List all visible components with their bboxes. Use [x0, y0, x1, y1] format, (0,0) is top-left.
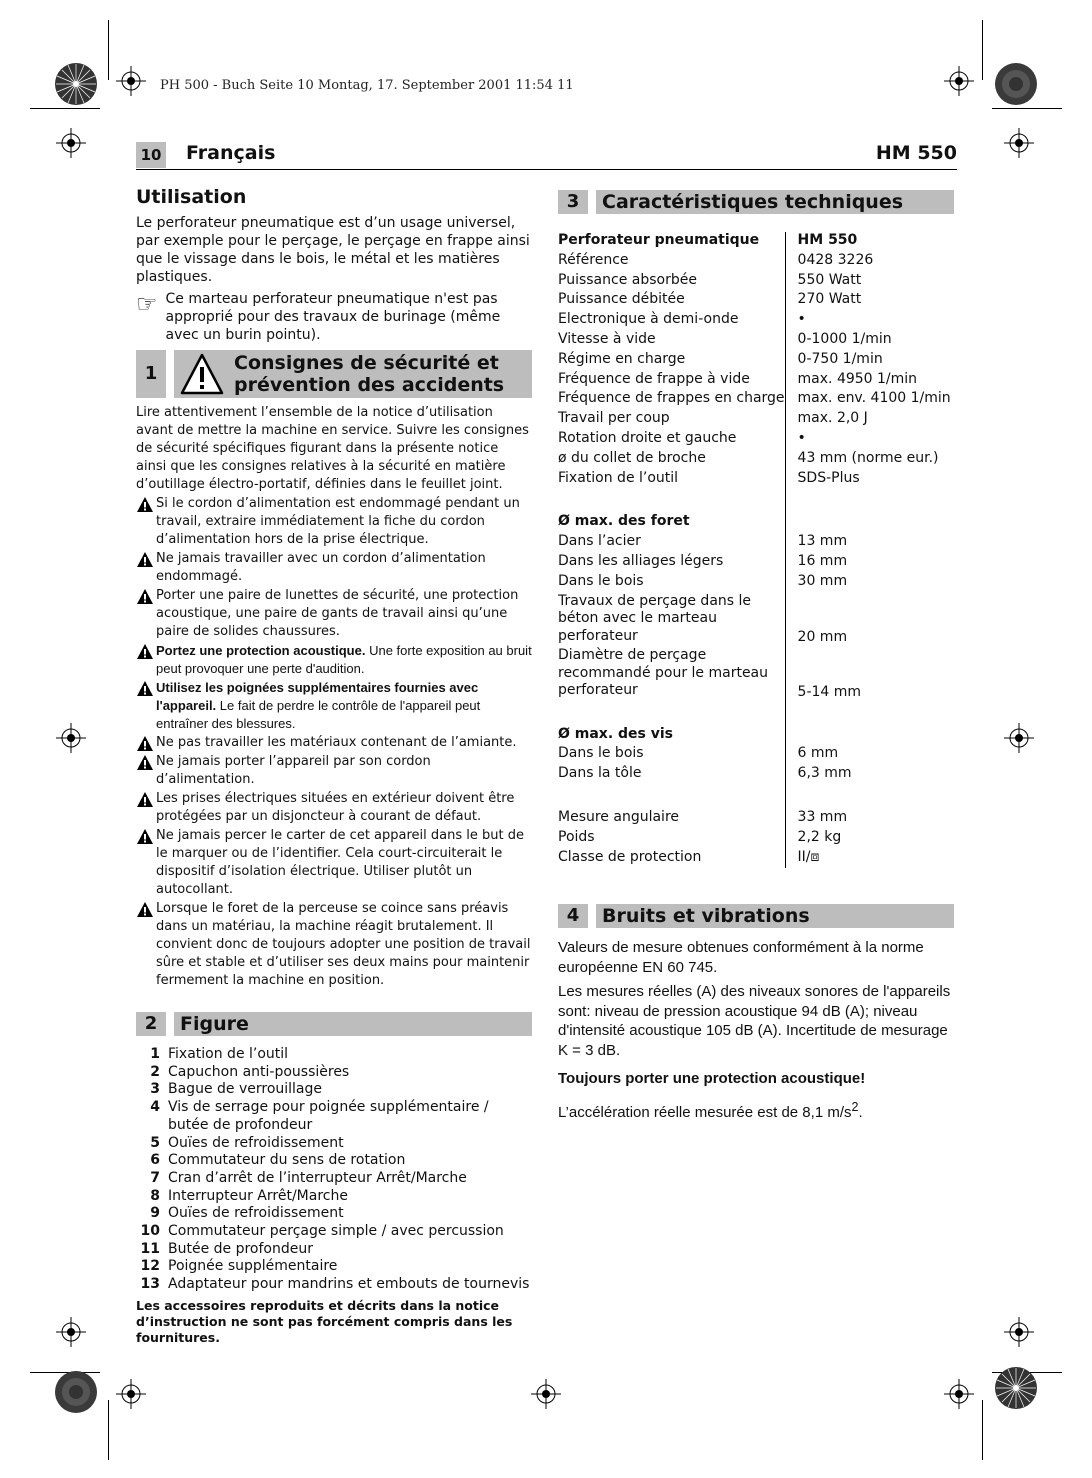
figure-item-label: Vis de serrage pour poignée supplémentaire / butée de profondeur [168, 1099, 489, 1133]
warning-icon [136, 735, 154, 753]
figure-item-label: Cran d’arrêt de l’interrupteur Arrêt/Marche [168, 1169, 467, 1186]
spec-value [785, 489, 954, 513]
spec-row [558, 573, 954, 593]
warning-body: Ne jamais percer le carter de cet appareil dans le but de le marquer ou de l’identifier. Cela court-circuiterait le dispositif d’isolation électrique. Utiliser plutôt un autocollant. [156, 828, 524, 897]
warning-icon [180, 352, 224, 396]
spec-value: 43 mm (norme eur.) [797, 449, 939, 466]
spec-value: max. env. 4100 1/min [797, 390, 951, 407]
spec-value: • [797, 429, 806, 446]
spec-value: HM 550 [797, 232, 858, 248]
spec-row [558, 291, 954, 311]
spec-value: 33 mm [797, 808, 848, 825]
utilisation-note-text: Ce marteau perforateur pneumatique n'est pas approprié pour des travaux de burinage (même avec un burin pointu). [165, 291, 501, 343]
warning-text [156, 900, 532, 990]
registration-mark-icon [56, 128, 86, 158]
warning-body: Le fait de perdre le contrôle de l'appareil peut entraîner des blessures. [156, 698, 481, 731]
figure-item-number: 8 [150, 1187, 160, 1204]
spec-key: Travaux de perçage dans le béton avec le marteau perforateur [558, 593, 785, 648]
registration-mark-icon [1004, 723, 1034, 753]
registration-mark-icon [944, 1379, 974, 1409]
spec-value [785, 702, 954, 726]
spec-value [785, 513, 954, 533]
print-header: PH 500 - Buch Seite 10 Montag, 17. September 2001 11:54 11 [160, 78, 574, 93]
crop-mark [992, 108, 1062, 109]
spec-row [558, 647, 954, 702]
spec-key: Dans le bois [558, 745, 785, 765]
section2-header [136, 1012, 532, 1036]
warning-body: Une forte exposition au bruit peut provoquer une perte d'audition. [156, 643, 532, 676]
section4-p4 [558, 1098, 954, 1123]
spec-row [558, 765, 954, 785]
figure-item [136, 1188, 532, 1206]
figure-item [136, 1241, 532, 1259]
section4-p4-prefix: L’accélération réelle mesurée est de 8,1 m/s [558, 1103, 852, 1121]
section1-intro: Lire attentivement l’ensemble de la notice d’utilisation avant de mettre la machine en service. Suivre les consignes de sécurité spécifiques figurant dans la présente notice ainsi que les consignes relatives à la sécurité en matière d’outillage électro-portatif, définies dans le feuillet joint. [136, 405, 529, 492]
spec-row [558, 232, 954, 252]
section4-p3: Toujours porter une protection acoustique! [558, 1070, 866, 1088]
spec-value: 13 mm [797, 533, 848, 550]
spec-row [558, 331, 954, 351]
warning-item [136, 827, 532, 899]
figure-item-number: 13 [140, 1276, 160, 1293]
spec-value [785, 726, 954, 746]
warning-text [156, 753, 532, 789]
spec-value: II/⧈ [797, 848, 820, 865]
spec-key: Régime en charge [558, 351, 785, 371]
figure-item-label: Poignée supplémentaire [168, 1258, 338, 1275]
spec-value: 5-14 mm [797, 683, 862, 700]
warning-icon [136, 791, 154, 809]
warning-text [156, 642, 532, 678]
warning-item [136, 679, 532, 733]
figure-item-number: 6 [150, 1152, 160, 1169]
spec-row [558, 593, 954, 648]
section4-header [558, 904, 954, 928]
right-column [558, 190, 954, 1122]
warning-icon [136, 588, 154, 606]
spec-table [558, 232, 954, 868]
crop-mark [982, 1400, 983, 1460]
warning-item [136, 550, 532, 586]
warning-text [156, 550, 532, 586]
spec-key: Dans les alliages légers [558, 553, 785, 573]
spec-row [558, 272, 954, 292]
warning-icon [136, 551, 154, 569]
figure-item-number: 11 [140, 1240, 160, 1257]
warning-body: Ne pas travailler les matériaux contenant de l’amiante. [156, 735, 517, 750]
spec-value: 16 mm [797, 552, 848, 569]
warning-item [136, 790, 532, 826]
figure-item-label: Adaptateur pour mandrins et embouts de tournevis [168, 1276, 530, 1293]
section1-title-line2: prévention des accidents [234, 374, 505, 396]
registration-mark-icon [531, 1379, 561, 1409]
registration-mark-icon [56, 723, 86, 753]
spec-row [558, 785, 954, 809]
crop-mark [108, 20, 109, 80]
figure-item [136, 1223, 532, 1241]
color-wheel-icon [994, 1366, 1038, 1410]
warning-icon [136, 901, 154, 919]
spec-row [558, 533, 954, 553]
model-heading: HM 550 [875, 142, 957, 164]
figure-item [136, 1152, 532, 1170]
utilisation-note [136, 290, 532, 344]
spec-value: max. 4950 1/min [797, 370, 918, 387]
figure-item-label: Commutateur perçage simple / avec percussion [168, 1223, 504, 1240]
spec-row [558, 470, 954, 490]
section1-number: 1 [136, 350, 166, 398]
spec-value: 6 mm [797, 745, 839, 762]
spec-key: Dans le bois [558, 573, 785, 593]
warning-text [156, 587, 532, 641]
figure-item-label: Interrupteur Arrêt/Marche [168, 1187, 348, 1204]
utilisation-title: Utilisation [136, 186, 247, 208]
spec-key: Fixation de l’outil [558, 470, 785, 490]
warning-icon [136, 643, 154, 661]
section4-p2: Les mesures réelles (A) des niveaux sonores de l'appareils sont: niveau de pression acoustique 94 dB (A); niveau d'intensité acoustique 105 dB (A). Incertitude de mesurage K = 3 dB. [558, 983, 951, 1059]
left-column [136, 186, 532, 1346]
warning-icon [136, 828, 154, 846]
warning-bold: Utilisez les poignées supplémentaires fournies avec l'appareil. [156, 680, 479, 713]
section2-number: 2 [136, 1012, 166, 1036]
section3-title: Caractéristiques techniques [596, 190, 954, 214]
spec-value: • [797, 311, 806, 328]
spec-key: Travail per coup [558, 410, 785, 430]
section1-title-line1: Consignes de sécurité et [234, 352, 499, 374]
figure-item-number: 7 [150, 1169, 160, 1186]
section4-number: 4 [558, 904, 588, 928]
warning-bold: Portez une protection acoustique. [156, 643, 366, 658]
spec-key: Classe de protection [558, 849, 785, 869]
registration-mark-icon [116, 66, 146, 96]
utilisation-text: Le perforateur pneumatique est d’un usage universel, par exemple pour le perçage, le perçage en frappe ainsi que le vissage dans le bois, le métal et les matières plastiques. [136, 215, 530, 285]
spec-row [558, 430, 954, 450]
warning-item [136, 642, 532, 678]
header-rule [136, 169, 957, 170]
language-heading: Français [186, 142, 276, 164]
spec-value: 0-750 1/min [797, 350, 883, 367]
section3-header [558, 190, 954, 214]
warning-icon [136, 680, 154, 698]
figure-item-label: Bague de verrouillage [168, 1081, 322, 1098]
section1-header [136, 350, 532, 398]
figure-item-label: Fixation de l’outil [168, 1046, 289, 1062]
spec-value [785, 785, 954, 809]
spec-row [558, 513, 954, 533]
crop-mark [108, 1400, 109, 1460]
spec-key: Fréquence de frappe à vide [558, 371, 785, 391]
spec-row [558, 252, 954, 272]
spec-key: Poids [558, 829, 785, 849]
page-number: 10 [136, 142, 166, 168]
figure-item-label: Ouïes de refroidissement [168, 1134, 344, 1151]
spec-value: 6,3 mm [797, 765, 852, 782]
section4-p1: Valeurs de mesure obtenues conformément à la norme européenne EN 60 745. [558, 939, 924, 976]
spec-value: 2,2 kg [797, 828, 842, 845]
warning-item [136, 900, 532, 990]
spec-key: Fréquence de frappes en charge [558, 390, 785, 410]
spec-row [558, 829, 954, 849]
registration-mark-icon [1004, 128, 1034, 158]
spec-row [558, 489, 954, 513]
spec-value: 20 mm [797, 629, 848, 646]
warning-body: Ne jamais travailler avec un cordon d’alimentation endommagé. [156, 551, 486, 584]
spec-key [558, 489, 785, 513]
registration-mark-icon [944, 66, 974, 96]
figure-item [136, 1081, 532, 1099]
figure-item-number: 9 [150, 1205, 160, 1222]
figure-item-label: Commutateur du sens de rotation [168, 1152, 406, 1169]
spec-row [558, 311, 954, 331]
spec-key: Référence [558, 252, 785, 272]
spec-key: Puissance débitée [558, 291, 785, 311]
section4-title: Bruits et vibrations [596, 904, 954, 928]
warning-body: Ne jamais porter l’appareil par son cordon d’alimentation. [156, 754, 431, 787]
warning-body: Si le cordon d’alimentation est endommagé pendant un travail, extraire immédiatement la fiche du cordon d’alimentation hors de la prise électrique. [156, 496, 520, 547]
spec-row [558, 390, 954, 410]
color-wheel-icon [994, 62, 1038, 106]
warning-text [156, 790, 532, 826]
spec-key [558, 785, 785, 809]
figure-item [136, 1046, 532, 1064]
spec-key: Electronique à demi-onde [558, 311, 785, 331]
spec-value: 0-1000 1/min [797, 330, 892, 347]
figure-item [136, 1258, 532, 1276]
spec-value: 270 Watt [797, 291, 862, 308]
figure-item-label: Capuchon anti-poussières [168, 1063, 350, 1080]
figure-item [136, 1064, 532, 1082]
color-wheel-icon [54, 62, 98, 106]
figure-legend [136, 1046, 532, 1294]
spec-key: Vitesse à vide [558, 331, 785, 351]
spec-key: Mesure angulaire [558, 809, 785, 829]
warning-body: Lorsque le foret de la perceuse se coince sans préavis dans un matériau, la machine réagit brutalement. Il convient donc de toujours adopter une position de travail sûre et stable et d’utiliser ses deux mains pour maintenir fermement la machine en position. [156, 901, 531, 988]
spec-value: 30 mm [797, 572, 848, 589]
spec-key: Perforateur pneumatique [558, 232, 785, 252]
registration-mark-icon [116, 1379, 146, 1409]
spec-row [558, 553, 954, 573]
section4-p4-sup: 2 [851, 1099, 859, 1114]
warning-item [136, 734, 532, 752]
spec-row [558, 809, 954, 829]
warning-icon [136, 754, 154, 772]
figure-item-number: 12 [140, 1258, 160, 1275]
color-wheel-icon [54, 1370, 98, 1414]
figure-item [136, 1170, 532, 1188]
spec-key [558, 702, 785, 726]
figure-item-label: Butée de profondeur [168, 1240, 313, 1257]
spec-key: Diamètre de perçage recommandé pour le marteau perforateur [558, 647, 785, 702]
figure-item [136, 1099, 532, 1134]
warning-list [136, 495, 532, 990]
spec-row [558, 371, 954, 391]
figure-item-label: Ouïes de refroidissement [168, 1205, 344, 1222]
warning-text [156, 679, 532, 733]
figure-item-number: 4 [150, 1099, 160, 1116]
section4-p4-suffix: . [858, 1103, 863, 1121]
spec-key: Rotation droite et gauche [558, 430, 785, 450]
spec-row [558, 745, 954, 765]
spec-value: max. 2,0 J [797, 410, 868, 427]
spec-key: ø du collet de broche [558, 450, 785, 470]
warning-text [156, 495, 532, 549]
warning-text [156, 827, 532, 899]
crop-mark [30, 108, 100, 109]
warning-body: Porter une paire de lunettes de sécurité, une protection acoustique, une paire de gants de travail ainsi qu’une paire de solides chaussures. [156, 588, 519, 639]
crop-mark [982, 20, 983, 80]
spec-value: SDS-Plus [797, 469, 860, 486]
spec-key: Ø max. des vis [558, 726, 785, 746]
spec-value: 550 Watt [797, 271, 862, 288]
section2-footnote: Les accessoires reproduits et décrits dans la notice d’instruction ne sont pas forcément compris dans les fournitures. [136, 1297, 513, 1345]
registration-mark-icon [1004, 1317, 1034, 1347]
warning-text [156, 734, 517, 752]
warning-icon [136, 496, 154, 514]
spec-key: Puissance absorbée [558, 272, 785, 292]
spec-row [558, 450, 954, 470]
warning-body: Les prises électriques situées en extérieur doivent être protégées par un disjoncteur à courant de défaut. [156, 791, 515, 824]
figure-item [136, 1276, 532, 1294]
spec-key: Ø max. des foret [558, 513, 785, 533]
spec-value: 0428 3226 [797, 251, 874, 268]
spec-row [558, 726, 954, 746]
spec-row [558, 351, 954, 371]
warning-item [136, 753, 532, 789]
figure-item-number: 1 [150, 1046, 160, 1062]
figure-item [136, 1205, 532, 1223]
registration-mark-icon [56, 1317, 86, 1347]
spec-row [558, 702, 954, 726]
figure-item [136, 1135, 532, 1153]
spec-row [558, 410, 954, 430]
warning-item [136, 587, 532, 641]
spec-row [558, 849, 954, 869]
figure-item-number: 5 [150, 1134, 160, 1151]
warning-item [136, 495, 532, 549]
spec-key: Dans l’acier [558, 533, 785, 553]
figure-item-number: 3 [150, 1081, 160, 1098]
section2-title: Figure [174, 1012, 532, 1036]
figure-item-number: 2 [150, 1063, 160, 1080]
section3-number: 3 [558, 190, 588, 214]
pointing-hand-icon: ☞ [136, 290, 158, 318]
spec-key: Dans la tôle [558, 765, 785, 785]
figure-item-number: 10 [140, 1223, 160, 1240]
